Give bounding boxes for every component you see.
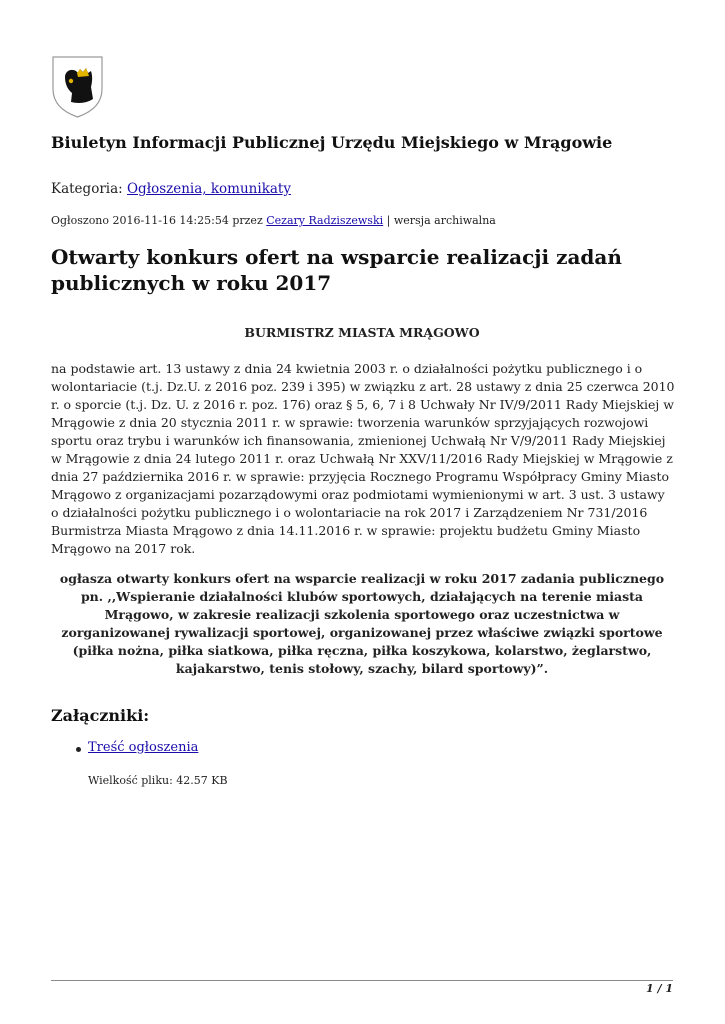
attachments-heading: Załączniki:	[51, 706, 150, 725]
issuer-heading: BURMISTRZ MIASTA MRĄGOWO	[244, 325, 480, 340]
author-link[interactable]: Cezary Radziszewski	[266, 214, 384, 227]
attachment-file-size: Wielkość pliku: 42.57 KB	[88, 774, 228, 787]
publication-meta	[51, 214, 496, 227]
coat-of-arms-logo	[51, 55, 104, 119]
article-title: Otwarty konkurs ofert na wsparcie realizacji zadań publicznych w roku 2017	[51, 245, 622, 295]
footer-divider	[51, 980, 673, 981]
site-title: Biuletyn Informacji Publicznej Urzędu Miejskiego w Mrągowie	[51, 133, 613, 152]
attachments-list	[76, 740, 198, 755]
category-label: Kategoria:	[51, 181, 127, 197]
attachment-item	[76, 740, 198, 755]
category-line	[51, 181, 291, 197]
article-body: na podstawie art. 13 ustawy z dnia 24 kwietnia 2003 r. o działalności pożytku publicznego i o wolontariacie (t.j. Dz.U. z 2016 poz. 239 i 395) w związku z art. 28 ustawy z dnia 25 czerwca 2010 r. o sporcie (t.j. Dz. U. z 2016 r. poz. 176) oraz § 5, 6, 7 i 8 Uchwały Nr IV/9/2011 Rady Miejskiej w Mrągowie z dnia 20 stycznia 2011 r. w sprawie: tworzenia warunków sprzyjających rozwojowi sportu oraz trybu i warunków ich finansowania, zmienionej Uchwałą Nr V/9/2011 Rady Miejskiej w Mrągowie z dnia 24 lutego 2011 r. oraz Uchwałą Nr XXV/11/2016 Rady Miejskiej w Mrągowie z dnia 27 października 2016 r. w sprawie: przyjęcia Rocznego Programu Współpracy Gminy Miasto Mrągowo z organizacjami pozarządowymi oraz podmiotami wymienionymi w art. 3 ust. 3 ustawy o działalności pożytku publicznego i o wolontariacie na rok 2017 i Zarządzeniem Nr 731/2016 Burmistrza Miasta Mrągowo z dnia 14.11.2016 r. w sprawie: projektu budżetu Gminy Miasto Mrągowo na 2017 rok.	[51, 361, 675, 556]
announcement-text: ogłasza otwarty konkurs ofert na wsparcie realizacji w roku 2017 zadania publicznego pn. ,,Wspieranie działalności klubów sportowych, działających na terenie miasta Mrągowo, w zakresie realizacji szkolenia sportowego oraz uczestnictwa w zorganizowanej rywalizacji sportowej, organizowanej przez właściwe związki sportowe (piłka nożna, piłka siatkowa, piłka ręczna, piłka koszykowa, kolarstwo, żeglarstwo, kajakarstwo, tenis stołowy, szachy, bilard sportowy)”.	[59, 571, 665, 676]
page-number: 1 / 1	[646, 982, 673, 995]
category-link[interactable]: Ogłoszenia, komunikaty	[126, 181, 291, 197]
archive-version-note: | wersja archiwalna	[383, 214, 496, 227]
attachment-link[interactable]: Treść ogłoszenia	[88, 740, 199, 755]
published-prefix: Ogłoszono 2016-11-16 14:25:54 przez	[51, 214, 267, 227]
